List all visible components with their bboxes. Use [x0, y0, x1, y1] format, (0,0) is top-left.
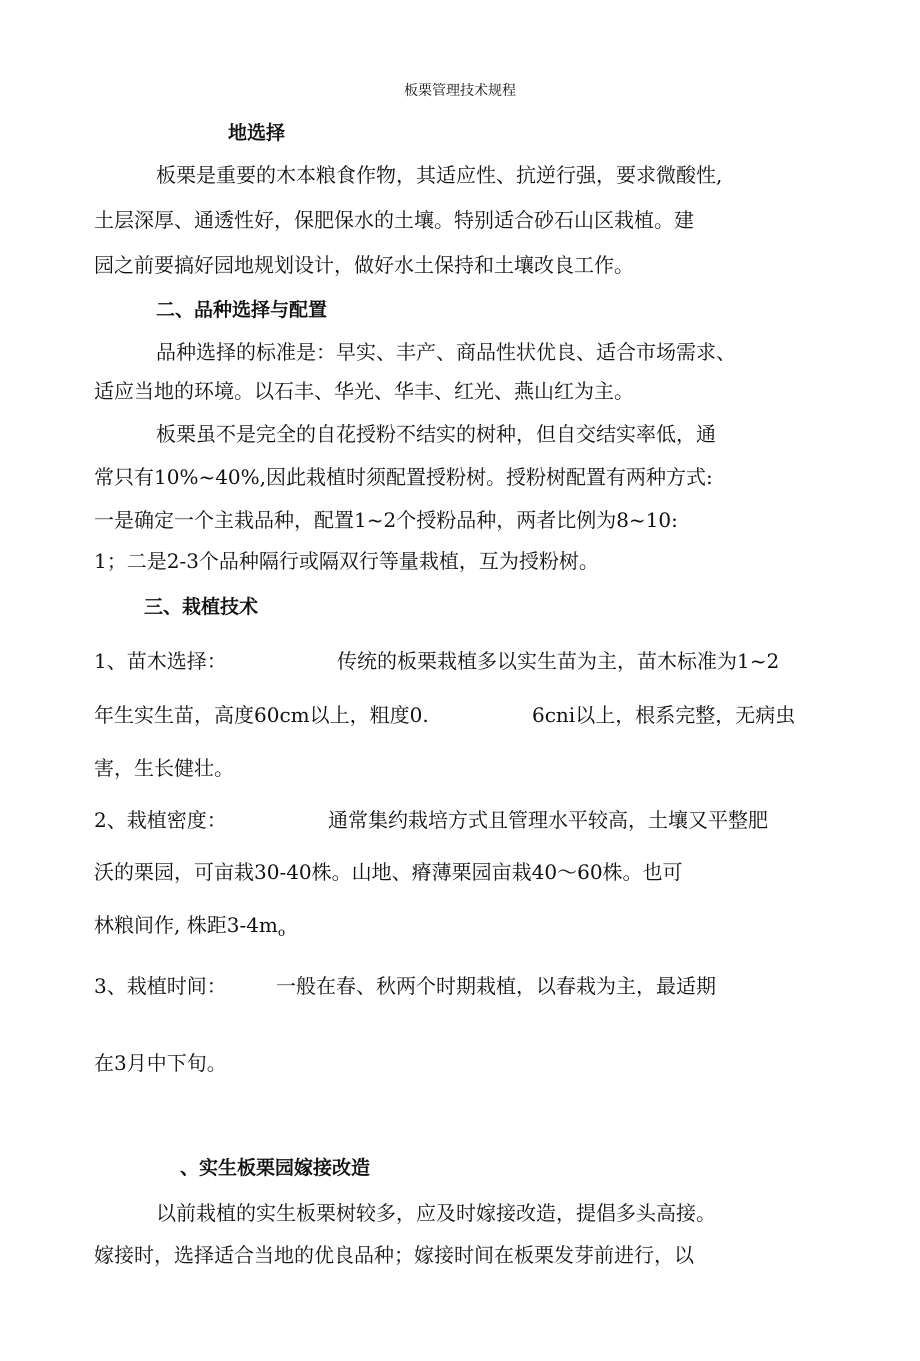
paragraph-line: 常只有10%~40%,因此栽植时须配置授粉树。授粉树配置有两种方式:	[94, 465, 713, 489]
section-heading-planting: 三、栽植技术	[144, 596, 259, 618]
item-label-seedling: 1、苗木选择：	[94, 649, 227, 673]
paragraph-line: 害，生长健壮。	[94, 756, 234, 780]
paragraph-line: 板栗虽不是完全的自花授粉不结实的树种，但自交结实率低，通	[156, 422, 716, 446]
paragraph-line: 品种选择的标准是：早实、丰产、商品性状优良、适合市场需求、	[156, 340, 736, 364]
paragraph-line: 传统的板栗栽植多以实生苗为主，苗木标准为1~2	[337, 649, 780, 673]
paragraph-line: 年生实生苗，高度60cm以上，粗度0.	[94, 703, 429, 727]
paragraph-line: 嫁接时，选择适合当地的优良品种；嫁接时间在板栗发芽前进行，以	[94, 1243, 694, 1267]
item-label-density: 2、栽植密度：	[94, 808, 227, 832]
paragraph-line: 一是确定一个主栽品种，配置1~2个授粉品种，两者比例为8~10:	[94, 508, 678, 532]
paragraph-line: 以前栽植的实生板栗树较多，应及时嫁接改造，提倡多头高接。	[156, 1201, 716, 1225]
paragraph-line: 板栗是重要的木本粮食作物，其适应性、抗逆行强，要求微酸性,	[156, 163, 723, 187]
paragraph-line	[94, 913, 285, 944]
spacing-text: 林粮间作, 株距3-4m	[94, 913, 278, 937]
paragraph-line: 6cni以上，根系完整，无病虫	[532, 703, 796, 727]
paragraph-line: 一般在春、秋两个时期栽植，以春栽为主，最适期	[276, 974, 716, 998]
paragraph-line: 园之前要搞好园地规划设计，做好水土保持和土壤改良工作。	[94, 253, 634, 277]
paragraph-line: 1；二是2-3个品种隔行或隔双行等量栽植，互为授粉树。	[94, 549, 599, 573]
paragraph-line: 适应当地的环境。以石丰、华光、华丰、红光、燕山红为主。	[94, 379, 634, 403]
paragraph-line: 在3月中下旬。	[94, 1051, 227, 1075]
section-heading-grafting: 、实生板栗园嫁接改造	[180, 1157, 371, 1179]
section-heading-site-selection: 地选择	[228, 122, 286, 144]
document-title: 板栗管理技术规程	[404, 83, 516, 99]
subscript-mark: o	[277, 925, 286, 939]
paragraph-line: 通常集约栽培方式且管理水平较高，土壤又平整肥	[328, 808, 768, 832]
paragraph-line: 土层深厚、通透性好，保肥保水的土壤。特别适合砂石山区栽植。建	[94, 208, 694, 232]
item-label-time: 3、栽植时间：	[94, 974, 227, 998]
paragraph-line: 沃的栗园，可亩栽30-40株。山地、瘠薄栗园亩栽40〜60株。也可	[94, 860, 683, 884]
section-heading-variety: 二、品种选择与配置	[156, 299, 328, 321]
